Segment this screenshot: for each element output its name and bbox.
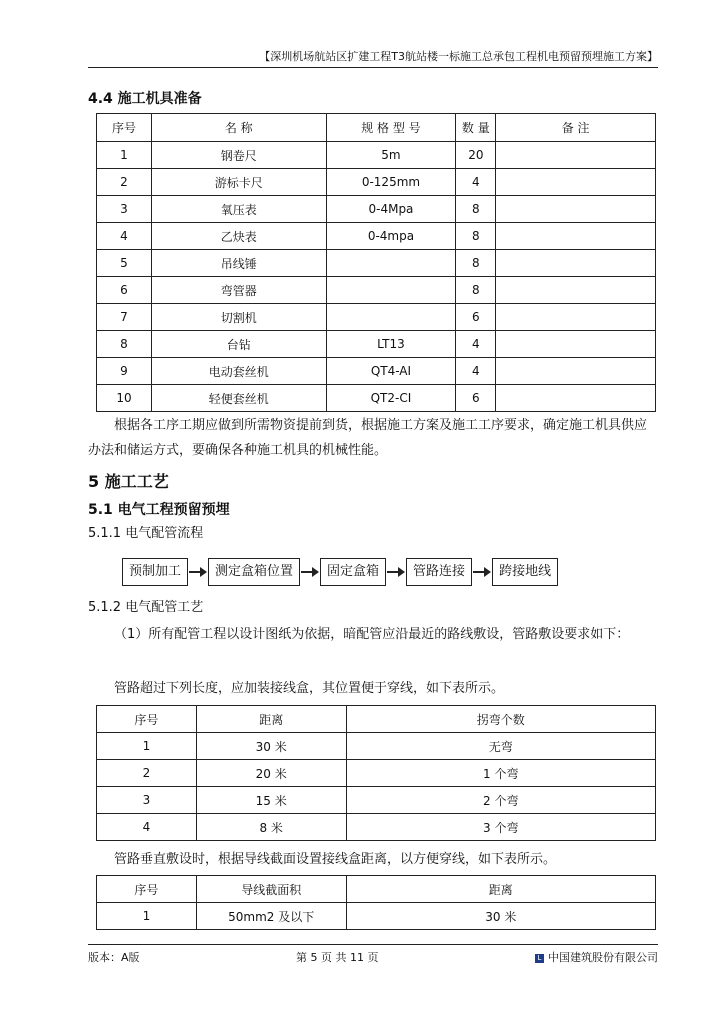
flow-step: 预制加工 <box>122 558 188 586</box>
table-row <box>97 142 656 169</box>
table-cell <box>496 277 656 304</box>
footer-page-number: 第 5 页 共 11 页 <box>296 951 379 964</box>
table-row <box>97 223 656 250</box>
footer-company-name: 中国建筑股份有限公司 <box>547 951 658 964</box>
table-cell: 20 米 <box>196 760 346 787</box>
table-row <box>97 385 656 412</box>
table-cell: 乙炔表 <box>151 223 326 250</box>
table-cell <box>496 223 656 250</box>
table-cell: 氧压表 <box>151 196 326 223</box>
page-header <box>88 48 658 68</box>
table-row <box>97 331 656 358</box>
junction-box-length-table <box>96 705 656 841</box>
conduit-paragraph-2: 管路超过下列长度，应加装接线盒，其位置便于穿线，如下表所示。 <box>114 681 505 696</box>
vertical-box-distance-table <box>96 875 656 930</box>
table-cell: 游标卡尺 <box>151 169 326 196</box>
column-header: 备 注 <box>496 114 656 142</box>
table-cell: 8 <box>456 196 496 223</box>
table-cell: 吊线锤 <box>151 250 326 277</box>
column-header: 序号 <box>97 876 197 903</box>
arrow-right-icon <box>188 567 208 577</box>
section-heading-5-1-2: 5.1.2 电气配管工艺 <box>88 600 204 615</box>
table-cell: 30 米 <box>196 733 346 760</box>
flow-step: 测定盒箱位置 <box>208 558 300 586</box>
table-cell: 8 <box>97 331 152 358</box>
flow-step: 跨接地线 <box>492 558 558 586</box>
column-header: 规 格 型 号 <box>326 114 456 142</box>
table-row <box>97 277 656 304</box>
table-cell: QT2-CI <box>326 385 456 412</box>
flow-step: 固定盒箱 <box>320 558 386 586</box>
arrow-right-icon <box>300 567 320 577</box>
table-row <box>97 814 656 841</box>
table-cell: 无弯 <box>346 733 655 760</box>
conduit-paragraph-1: （1）所有配管工程以设计图纸为依据，暗配管应沿最近的路线敷设，管路敷设要求如下： <box>114 627 630 642</box>
page-footer <box>88 944 658 965</box>
table-row <box>97 196 656 223</box>
table-cell: 电动套丝机 <box>151 358 326 385</box>
column-header: 导线截面积 <box>196 876 346 903</box>
table-cell: 切割机 <box>151 304 326 331</box>
table-header-row <box>97 706 656 733</box>
table-cell: QT4-AI <box>326 358 456 385</box>
section-heading-5: 5 施工工艺 <box>88 472 169 491</box>
table-cell: 6 <box>456 385 496 412</box>
table-cell <box>496 358 656 385</box>
table-cell: 2 个弯 <box>346 787 655 814</box>
section-heading-5-1-1: 5.1.1 电气配管流程 <box>88 526 204 541</box>
column-header: 序号 <box>97 114 152 142</box>
table-cell: 1 <box>97 733 197 760</box>
table-row <box>97 760 656 787</box>
table-cell: 3 <box>97 787 197 814</box>
table-cell: 台钻 <box>151 331 326 358</box>
table-cell <box>496 142 656 169</box>
table-cell <box>496 196 656 223</box>
column-header: 拐弯个数 <box>346 706 655 733</box>
section-heading-5-1: 5.1 电气工程预留预埋 <box>88 502 230 518</box>
table-cell: 1 个弯 <box>346 760 655 787</box>
table-cell: 5m <box>326 142 456 169</box>
table-header-row <box>97 876 656 903</box>
table-cell: 0-4mpa <box>326 223 456 250</box>
table-cell: 弯管器 <box>151 277 326 304</box>
table-row <box>97 169 656 196</box>
table-row <box>97 304 656 331</box>
table-cell: 6 <box>97 277 152 304</box>
table-cell: 9 <box>97 358 152 385</box>
table-cell: 15 米 <box>196 787 346 814</box>
column-header: 名 称 <box>151 114 326 142</box>
column-header: 数 量 <box>456 114 496 142</box>
column-header: 距离 <box>346 876 655 903</box>
table-cell <box>326 277 456 304</box>
header-title: 【深圳机场航站区扩建工程T3航站楼一标施工总承包工程机电预留预埋施工方案】 <box>259 50 658 63</box>
table-cell: 轻便套丝机 <box>151 385 326 412</box>
table-cell: 8 <box>456 223 496 250</box>
equipment-table <box>96 113 656 412</box>
table-row <box>97 903 656 930</box>
table-cell <box>326 304 456 331</box>
table-cell: 1 <box>97 903 197 930</box>
table-cell <box>326 250 456 277</box>
table-row <box>97 787 656 814</box>
table-cell: 2 <box>97 760 197 787</box>
table-cell: 钢卷尺 <box>151 142 326 169</box>
table-cell <box>496 331 656 358</box>
column-header: 序号 <box>97 706 197 733</box>
footer-company <box>535 949 658 965</box>
table-cell: 0-4Mpa <box>326 196 456 223</box>
table-cell: 8 <box>456 250 496 277</box>
table-cell: 6 <box>456 304 496 331</box>
equipment-paragraph: 根据各工序工期应做到所需物资提前到货，根据施工方案及施工工序要求，确定施工机具供应办法和储运方式，要确保各种施工机具的机械性能。 <box>88 418 648 458</box>
column-header: 距离 <box>196 706 346 733</box>
table-cell: 30 米 <box>346 903 655 930</box>
table-cell: 1 <box>97 142 152 169</box>
table-cell: 4 <box>456 331 496 358</box>
table-cell: 50mm2 及以下 <box>196 903 346 930</box>
table-cell: LT13 <box>326 331 456 358</box>
table-cell: 8 <box>456 277 496 304</box>
table-row <box>97 358 656 385</box>
table-cell: 4 <box>97 223 152 250</box>
arrow-right-icon <box>472 567 492 577</box>
table-cell: 4 <box>97 814 197 841</box>
table-row <box>97 250 656 277</box>
table-cell: 3 个弯 <box>346 814 655 841</box>
footer-version: 版本：A版 <box>88 951 140 964</box>
arrow-right-icon <box>386 567 406 577</box>
table-cell <box>496 250 656 277</box>
company-logo-icon: L <box>535 954 544 963</box>
table-cell: 4 <box>456 358 496 385</box>
table-cell: 10 <box>97 385 152 412</box>
table-cell <box>496 169 656 196</box>
table-cell: 2 <box>97 169 152 196</box>
table-cell: 8 米 <box>196 814 346 841</box>
table-cell: 4 <box>456 169 496 196</box>
table-cell: 0-125mm <box>326 169 456 196</box>
conduit-flow-chart <box>122 556 558 588</box>
table-cell: 20 <box>456 142 496 169</box>
table-row <box>97 733 656 760</box>
table-cell: 7 <box>97 304 152 331</box>
flow-step: 管路连接 <box>406 558 472 586</box>
table-cell <box>496 385 656 412</box>
table-header-row <box>97 114 656 142</box>
conduit-paragraph-3: 管路垂直敷设时，根据导线截面设置接线盒距离，以方便穿线，如下表所示。 <box>114 852 557 867</box>
section-heading-4-4: 4.4 施工机具准备 <box>88 91 202 107</box>
table-cell <box>496 304 656 331</box>
table-cell: 3 <box>97 196 152 223</box>
table-cell: 5 <box>97 250 152 277</box>
